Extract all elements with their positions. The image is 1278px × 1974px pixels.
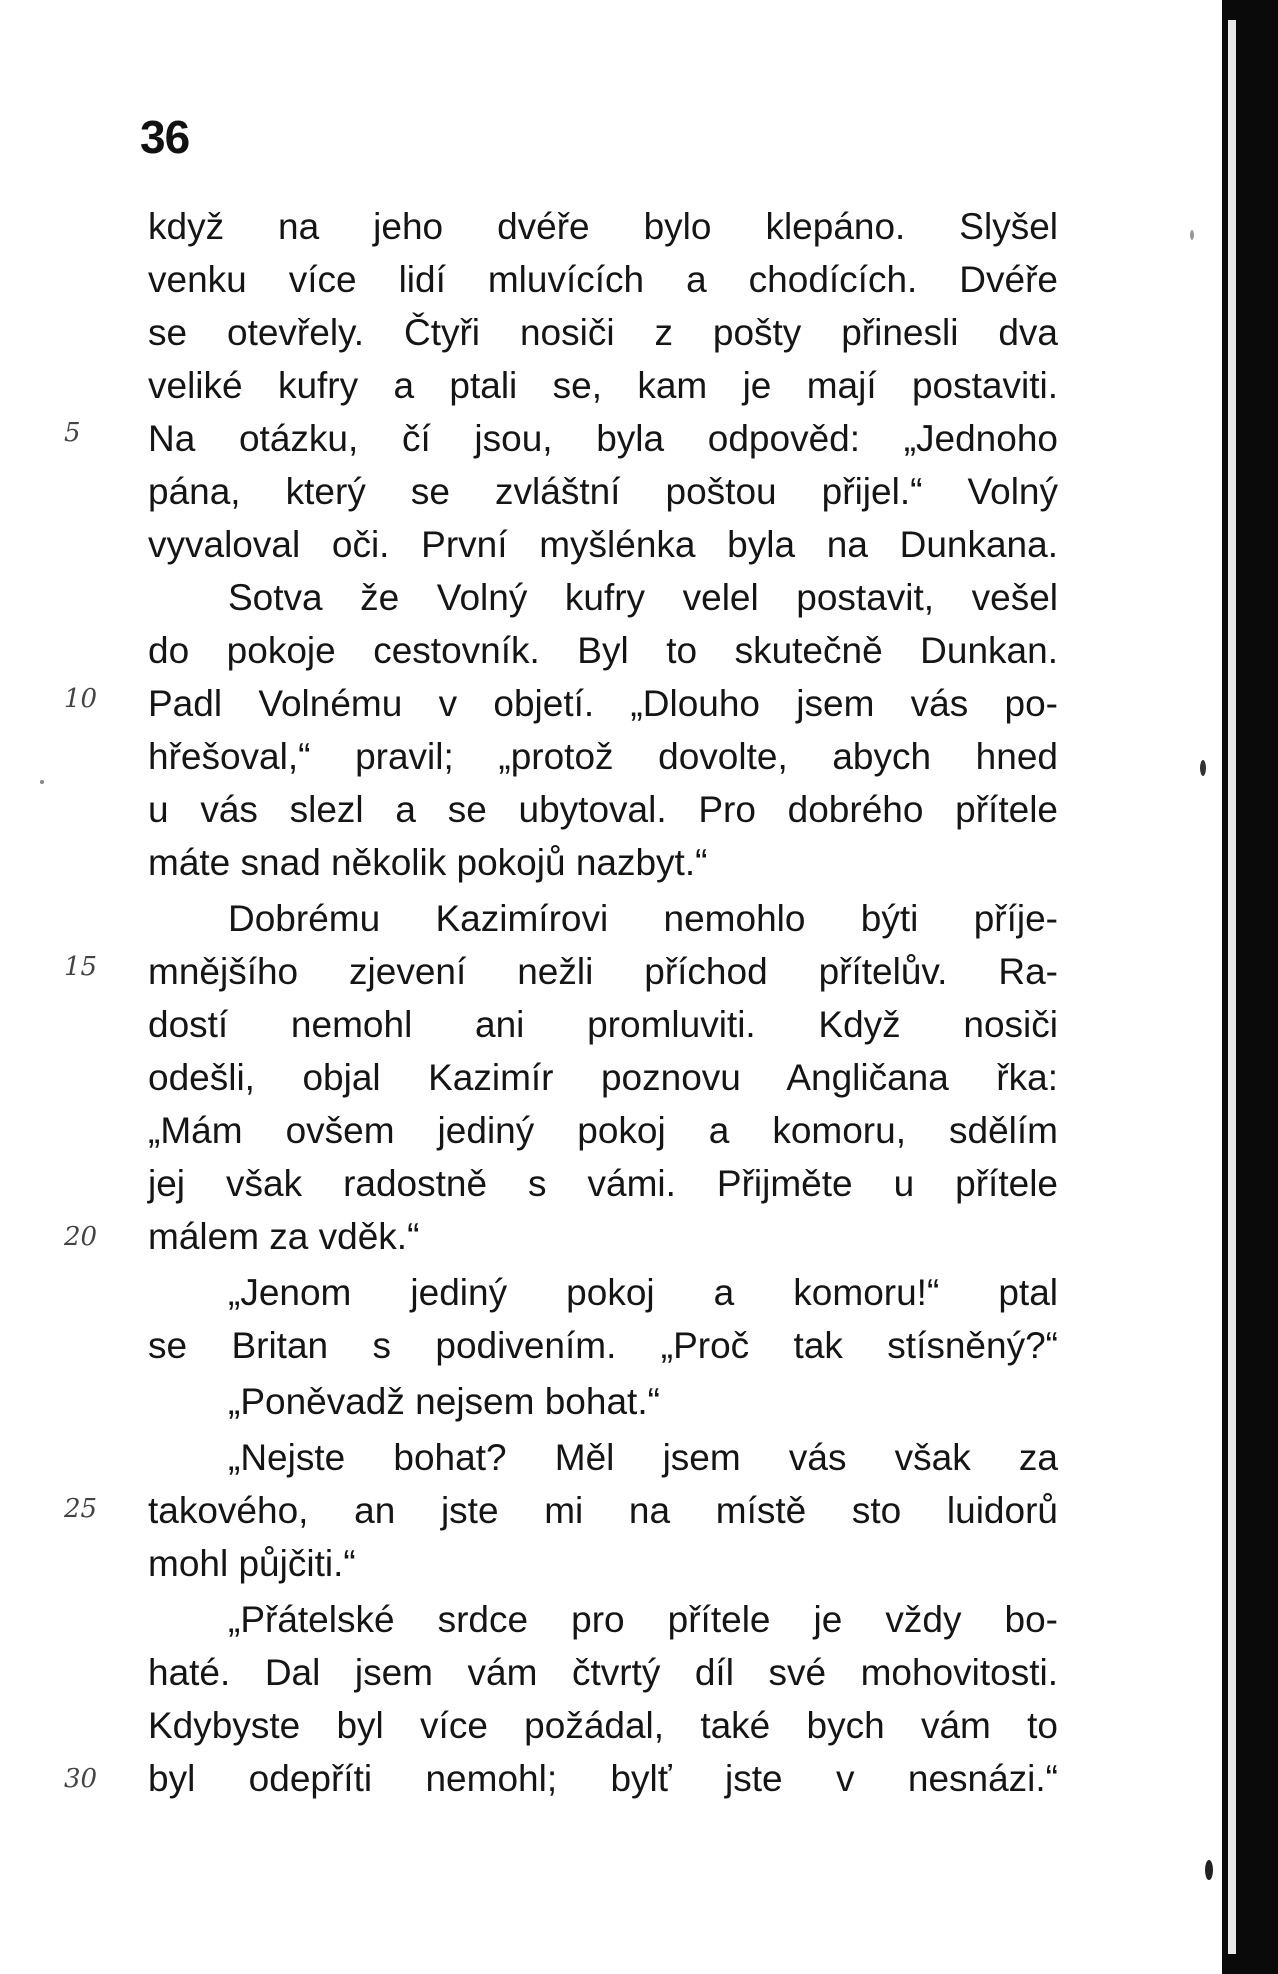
text-line-28: haté. Dal jsem vám čtvrtý díl své mohovitosti. xyxy=(148,1652,1058,1693)
text-line-17: odešli, objal Kazimír poznovu Angličana řka: xyxy=(148,1057,1058,1098)
text-line-2: venku více lidí mluvících a chodících. Dvéře xyxy=(148,259,1058,300)
margin-line-number-20: 20 xyxy=(64,1222,98,1252)
text-line-11: hřešoval,“ pravil; „protož dovolte, abych hned xyxy=(148,736,1058,777)
text-line-24: „Nejste bohat? Měl jsem vás však za xyxy=(228,1437,1058,1478)
text-line-7: vyvaloval oči. První myšlénka byla na Dunkana. xyxy=(148,524,1058,565)
text-line-20: málem za vděk.“ xyxy=(148,1216,420,1257)
text-line-9: do pokoje cestovník. Byl to skutečně Dunkan. xyxy=(148,630,1058,671)
text-line-5: Na otázku, čí jsou, byla odpověd: „Jednoho xyxy=(148,418,1058,459)
text-line-16: dostí nemohl ani promluviti. Když nosiči xyxy=(148,1004,1058,1045)
text-line-23: „Poněvadž nejsem bohat.“ xyxy=(228,1381,660,1422)
scan-artifact xyxy=(1205,1860,1213,1880)
text-line-10: Padl Volnému v objetí. „Dlouho jsem vás po- xyxy=(148,683,1058,724)
scan-artifact xyxy=(1200,760,1206,776)
text-line-19: jej však radostně s vámi. Přijměte u přítele xyxy=(148,1163,1058,1204)
margin-line-number-25: 25 xyxy=(64,1494,98,1524)
text-line-26: mohl půjčiti.“ xyxy=(148,1543,356,1584)
scan-artifact xyxy=(1190,230,1194,240)
margin-line-number-30: 30 xyxy=(64,1764,98,1794)
margin-line-number-10: 10 xyxy=(64,684,98,714)
text-line-27: „Přátelské srdce pro přítele je vždy bo- xyxy=(228,1599,1058,1640)
text-line-4: veliké kufry a ptali se, kam je mají postaviti. xyxy=(148,365,1058,406)
text-line-14: Dobrému Kazimírovi nemohlo býti příje- xyxy=(228,898,1058,939)
page-number: 36 xyxy=(140,111,190,163)
text-line-1: když na jeho dvéře bylo klepáno. Slyšel xyxy=(148,206,1058,247)
text-line-25: takového, an jste mi na místě sto luidorů xyxy=(148,1490,1058,1531)
text-line-15: mnějšího zjevení nežli příchod přítelův. Ra- xyxy=(148,951,1058,992)
scan-artifact xyxy=(40,780,44,784)
scan-border-right xyxy=(1222,0,1278,1974)
margin-line-number-15: 15 xyxy=(64,952,98,982)
next-page-edge xyxy=(1228,20,1236,1954)
text-line-8: Sotva že Volný kufry velel postavit, vešel xyxy=(228,577,1058,618)
text-line-6: pána, který se zvláštní poštou přijel.“ Volný xyxy=(148,471,1058,512)
text-line-22: se Britan s podivením. „Proč tak stísněný?“ xyxy=(148,1325,1058,1366)
text-line-3: se otevřely. Čtyři nosiči z pošty přinesli dva xyxy=(148,312,1058,353)
text-line-30: byl odepříti nemohl; bylť jste v nesnázi.“ xyxy=(148,1758,1058,1799)
text-line-29: Kdybyste byl více požádal, také bych vám to xyxy=(148,1705,1058,1746)
text-line-18: „Mám ovšem jediný pokoj a komoru, sdělím xyxy=(148,1110,1058,1151)
text-line-13: máte snad několik pokojů nazbyt.“ xyxy=(148,842,708,883)
text-line-21: „Jenom jediný pokoj a komoru!“ ptal xyxy=(228,1272,1058,1313)
text-line-12: u vás slezl a se ubytoval. Pro dobrého přítele xyxy=(148,789,1058,830)
margin-line-number-5: 5 xyxy=(64,418,81,448)
